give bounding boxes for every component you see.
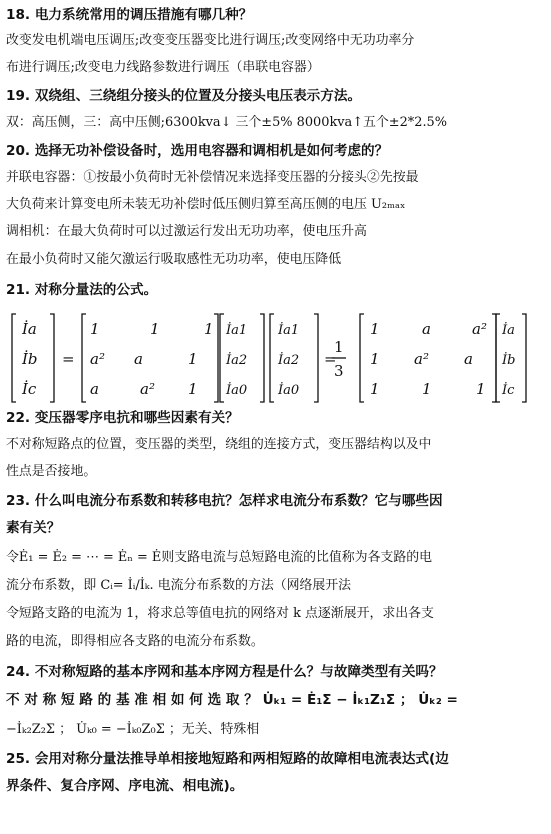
- question-20: 20. 选择无功补偿设备时，选用电容器和调相机是如何考虑的？: [6, 143, 389, 159]
- rhs-ia: İa: [502, 323, 515, 338]
- a-r1c1: 1: [90, 320, 100, 338]
- seq1-ia2: İa2: [226, 353, 248, 368]
- question-24-line-1: 24. 不对称短路的基本序网和基本序网方程是什么？与故障类型有关吗？: [6, 664, 443, 680]
- answer-23-line-4: 路的电流，即得相应各支路的电流分布系数。: [6, 634, 264, 649]
- equals-sign-2: =: [324, 350, 337, 368]
- answer-24: −İₖ₂Z₂Σ ； U̇ₖ₀ = −İₖ₀Z₀Σ ；无关、特殊相: [6, 722, 260, 737]
- symmetric-components-formula: [10, 312, 530, 406]
- seq1-ia0: İa0: [226, 383, 248, 398]
- inv-r2c2: a²: [414, 350, 429, 368]
- answer-22-line-1: 不对称短路点的位置，变压器的类型，绕组的连接方式，变压器结构以及中: [6, 437, 432, 452]
- formula-svg: [10, 312, 530, 406]
- question-23-line-2: 素有关？: [6, 520, 61, 536]
- fraction-numerator: 1: [334, 338, 344, 356]
- answer-20-line-4: 在最小负荷时又能欠激运行吸取感性无功功率，使电压降低: [6, 252, 342, 267]
- a-r2c1: a²: [90, 350, 105, 368]
- a-r3c1: a: [90, 380, 99, 398]
- answer-20-line-3: 调相机：在最大负荷时可以过激运行发出无功功率，使电压升高: [6, 224, 367, 239]
- a-r3c3: 1: [188, 380, 198, 398]
- answer-23-line-3: 令短路支路的电流为 1，将求总等值电抗的网络对 k 点逐渐展开，求出各支: [6, 606, 434, 621]
- answer-18-line-2: 布进行调压;改变电力线路参数进行调压（串联电容器）: [6, 60, 320, 75]
- a-r2c3: 1: [188, 350, 198, 368]
- inv-r2c1: 1: [370, 350, 380, 368]
- answer-18-line-1: 改变发电机端电压调压;改变变压器变比进行调压;改变网络中无功功率分: [6, 33, 415, 48]
- question-21: 21. 对称分量法的公式。: [6, 282, 158, 298]
- question-22: 22. 变压器零序电抗和哪些因素有关？: [6, 410, 239, 426]
- question-25-line-2: 界条件、复合序网、序电流、相电流)。: [6, 778, 244, 794]
- question-19: 19. 双绕组、三绕组分接头的位置及分接头电压表示方法。: [6, 88, 362, 104]
- answer-23-line-1: 令Ė₁ = Ė₂ = ⋯ = Ėₙ = Ė则支路电流与总短路电流的比值称为各支路的电: [6, 550, 433, 565]
- fraction-denominator: 3: [334, 362, 344, 380]
- lhs-ic: İc: [22, 380, 37, 398]
- question-24-line-2: 不 对 称 短 路 的 基 准 相 如 何 选 取 ？ U̇ₖ₁ = Ė₁Σ − İₖ₁Z₁Σ ； U̇ₖ₂ =: [6, 692, 458, 708]
- inv-r3c2: 1: [422, 380, 432, 398]
- seq1-ia1: İa1: [226, 323, 248, 338]
- rhs-ib: İb: [502, 353, 516, 368]
- inv-r1c2: a: [422, 320, 431, 338]
- inv-r1c1: 1: [370, 320, 380, 338]
- answer-19: 双：高压侧，三：高中压侧;6300kva↓ 三个±5% 8000kva↑五个±2*2.5%: [6, 115, 448, 130]
- seq2-ia1: İa1: [278, 323, 300, 338]
- equals-sign-1: =: [62, 350, 75, 368]
- lhs-ia: İa: [22, 320, 37, 338]
- answer-22-line-2: 性点是否接地。: [6, 464, 97, 479]
- inv-r2c3: a: [464, 350, 473, 368]
- seq2-ia2: İa2: [278, 353, 300, 368]
- question-18: 18. 电力系统常用的调压措施有哪几种？: [6, 7, 253, 23]
- lhs-ib: İb: [22, 350, 38, 368]
- inv-r3c1: 1: [370, 380, 380, 398]
- question-23-line-1: 23. 什么叫电流分布系数和转移电抗？怎样求电流分布系数？它与哪些因: [6, 493, 443, 509]
- question-25-line-1: 25. 会用对称分量法推导单相接地短路和两相短路的故障相电流表达式(边: [6, 751, 449, 767]
- inv-r3c3: 1: [476, 380, 486, 398]
- a-r3c2: a²: [140, 380, 155, 398]
- a-r1c3: 1: [204, 320, 214, 338]
- a-r2c2: a: [134, 350, 143, 368]
- answer-23-line-2: 流分布系数，即 Cᵢ= İᵢ/İₖ. 电流分布系数的方法（网络展开法: [6, 578, 352, 593]
- inv-r1c3: a²: [472, 320, 487, 338]
- seq2-ia0: İa0: [278, 383, 300, 398]
- rhs-ic: İc: [502, 383, 515, 398]
- answer-20-line-1: 并联电容器：①按最小负荷时无补偿情况来选择变压器的分接头②先按最: [6, 170, 419, 185]
- answer-20-line-2: 大负荷来计算变电所未装无功补偿时低压侧归算至高压侧的电压 U₂ₘₐₓ: [6, 197, 406, 212]
- a-r1c2: 1: [150, 320, 160, 338]
